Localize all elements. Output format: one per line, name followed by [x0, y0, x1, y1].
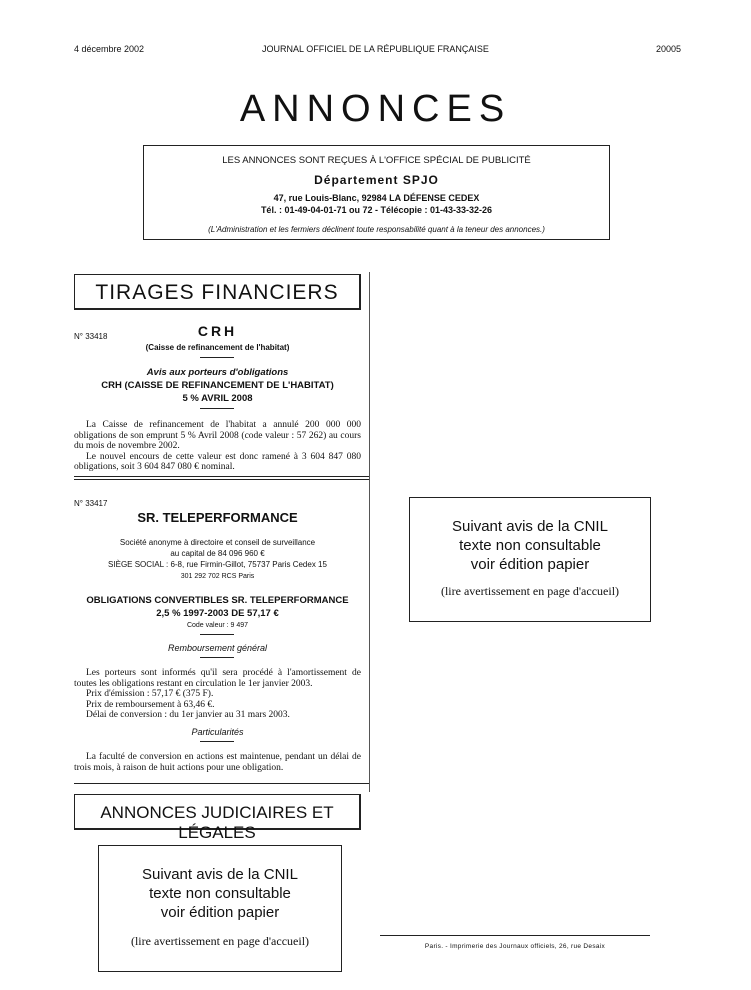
section-tirages-financiers — [74, 274, 361, 310]
notice-separator — [74, 479, 369, 480]
office-disclaimer: (L'Administration et les fermiers déclinent toute responsabilité quant à la teneur des annonces.) — [208, 225, 545, 234]
notice-paragraph: Le nouvel encours de cette valeur est donc ramené à 3 604 847 080 obligations, soit 3 604 847 080 € nominal. — [74, 451, 361, 472]
section-title: ANNONCES JUDICIAIRES ET LÉGALES — [100, 803, 334, 842]
company-legal-form: Société anonyme à directoire et conseil de surveillance — [119, 538, 316, 547]
cnil-line: Suivant avis de la CNIL — [142, 866, 298, 883]
page-title: ANNONCES — [239, 88, 512, 130]
divider — [200, 634, 234, 635]
header-page-number: 20005 — [655, 44, 681, 54]
bond-title: OBLIGATIONS CONVERTIBLES SR. TELEPERFORMANCE — [86, 595, 349, 606]
cnil-line: texte non consultable — [459, 537, 601, 554]
company-capital: au capital de 84 096 960 € — [170, 549, 265, 558]
office-department: Département SPJO — [314, 173, 439, 187]
notice-body — [74, 752, 361, 773]
header-date: 4 décembre 2002 — [74, 44, 145, 54]
cnil-line: voir édition papier — [160, 904, 280, 921]
notice-issuer: CRH (CAISSE DE REFINANCEMENT DE L'HABITAT) — [101, 380, 334, 391]
office-address: 47, rue Louis-Blanc, 92984 LA DÉFENSE CEDEX — [273, 193, 480, 203]
notice-body — [74, 420, 361, 473]
office-phone: Tél. : 01-49-04-01-71 ou 72 - Télécopie : 01-43-33-32-26 — [260, 205, 493, 215]
footer-rule — [380, 935, 650, 936]
notice-number: N° 33418 — [74, 332, 108, 341]
cnil-note: (lire avertissement en page d'accueil) — [130, 934, 310, 948]
cnil-line: voir édition papier — [470, 556, 590, 573]
section-title: TIRAGES FINANCIERS — [95, 281, 339, 304]
office-line-1: LES ANNONCES SONT REÇUES À L'OFFICE SPÉCIAL DE PUBLICITÉ — [222, 155, 531, 166]
bond-rate: 2,5 % 1997-2003 DE 57,17 € — [156, 608, 279, 619]
cnil-line: texte non consultable — [149, 885, 291, 902]
divider — [200, 408, 234, 409]
notice-body — [74, 668, 361, 721]
company-rcs: 301 292 702 RCS Paris — [180, 573, 255, 580]
notice-separator — [74, 783, 369, 784]
bond-code: Code valeur : 9 497 — [186, 622, 249, 629]
notice-paragraph: Délai de conversion : du 1er janvier au 31 mars 2003. — [86, 710, 290, 720]
notice-number: N° 33417 — [74, 499, 108, 508]
divider — [200, 357, 234, 358]
subheading-remboursement: Remboursement général — [167, 643, 268, 653]
notice-paragraph: La Caisse de refinancement de l'habitat a annulé 200 000 000 obligations de son emprunt 5 % Avril 2008 (code valeur : 57 262) au cours du mois de novembre 2002. — [74, 420, 361, 451]
subheading-particularites: Particularités — [191, 727, 244, 737]
column-rule — [369, 272, 370, 792]
cnil-line: Suivant avis de la CNIL — [452, 518, 608, 535]
notice-company: CRH — [197, 323, 238, 339]
office-info-box — [143, 145, 610, 240]
notice-company-subtitle: (Caisse de refinancement de l'habitat) — [145, 343, 290, 352]
cnil-notice-box — [98, 845, 342, 972]
notice-rate: 5 % AVRIL 2008 — [182, 393, 253, 404]
notice-company: SR. TELEPERFORMANCE — [137, 510, 298, 525]
notice-paragraph: La faculté de conversion en actions est maintenue, pendant un délai de trois mois, à raison de huit actions pour une obligation. — [74, 752, 361, 773]
company-address: SIÈGE SOCIAL : 6-8, rue Firmin-Gillot, 75737 Paris Cedex 15 — [108, 560, 327, 569]
divider — [200, 741, 234, 742]
notice-separator — [74, 476, 369, 477]
cnil-notice-box — [409, 497, 651, 622]
notice-paragraph: Prix de remboursement à 63,46 €. — [86, 699, 215, 710]
notice-paragraph: Les porteurs sont informés qu'il sera procédé à l'amortissement de toutes les obligations restant en circulation le 1er janvier 2003. — [74, 668, 361, 689]
section-annonces-judiciaires — [74, 794, 361, 842]
printer-imprint: Paris. - Imprimerie des Journaux officiels, 26, rue Desaix — [424, 943, 606, 950]
cnil-note: (lire avertissement en page d'accueil) — [440, 584, 620, 598]
divider — [200, 657, 234, 658]
header-journal: JOURNAL OFFICIEL DE LA RÉPUBLIQUE FRANÇAISE — [262, 44, 489, 54]
notice-heading: Avis aux porteurs d'obligations — [146, 367, 289, 378]
notice-paragraph: Prix d'émission : 57,17 € (375 F). — [86, 689, 214, 699]
